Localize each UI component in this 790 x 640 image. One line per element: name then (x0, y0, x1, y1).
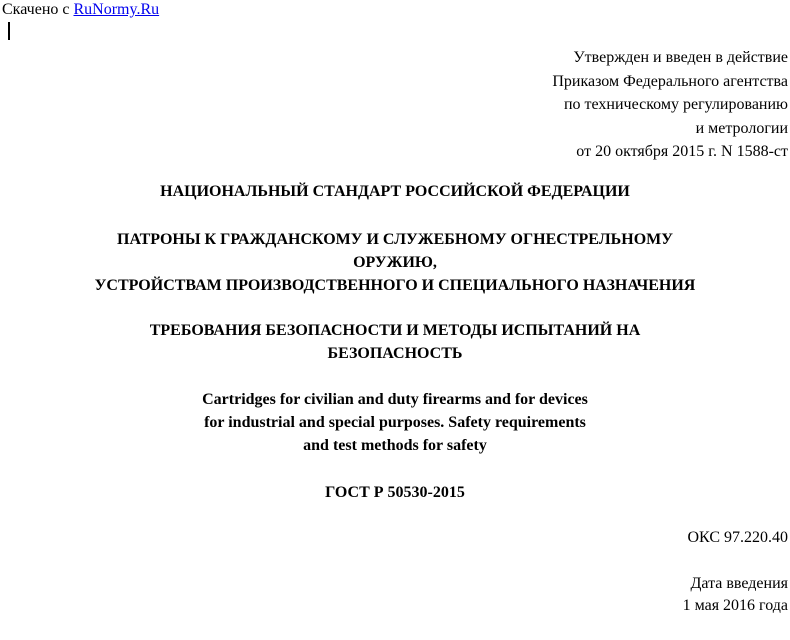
oks-code-text: ОКС 97.220.40 (687, 529, 788, 546)
english-title (0, 388, 790, 457)
source-prefix: Скачено с (2, 1, 70, 18)
approval-line: от 20 октября 2015 г. N 1588-ст (576, 143, 788, 160)
english-title-line: for industrial and special purposes. Safety requirements (204, 414, 586, 431)
requirements-title (0, 319, 790, 365)
product-title-line: ПАТРОНЫ К ГРАЖДАНСКОМУ И СЛУЖЕБНОМУ ОГНЕСТРЕЛЬНОМУ (117, 231, 673, 248)
oks-code (688, 527, 789, 549)
approval-line: Приказом Федерального агентства (552, 72, 788, 90)
approval-line: по техническому регулированию (563, 96, 788, 113)
product-title-line: ОРУЖИЮ, (353, 254, 437, 271)
product-title (0, 228, 790, 297)
gost-code (0, 481, 790, 504)
introduction-date-block (683, 573, 788, 617)
approval-block (552, 46, 788, 164)
product-title-line: УСТРОЙСТВАМ ПРОИЗВОДСТВЕННОГО И СПЕЦИАЛЬНОГО НАЗНАЧЕНИЯ (94, 277, 696, 294)
source-line (2, 0, 159, 20)
standard-title-text: НАЦИОНАЛЬНЫЙ СТАНДАРТ РОССИЙСКОЙ ФЕДЕРАЦИИ (160, 183, 630, 200)
requirements-title-line: БЕЗОПАСНОСТЬ (327, 345, 463, 362)
gost-code-text: ГОСТ Р 50530-2015 (325, 484, 465, 501)
english-title-line: and test methods for safety (303, 437, 487, 454)
source-link[interactable]: RuNormy.Ru (73, 1, 160, 18)
english-title-line: Cartridges for civilian and duty firearms and for devices (202, 391, 588, 408)
requirements-title-line: ТРЕБОВАНИЯ БЕЗОПАСНОСТИ И МЕТОДЫ ИСПЫТАНИЙ НА (149, 322, 641, 339)
standard-title (0, 180, 790, 203)
introduction-date: 1 мая 2016 года (682, 597, 788, 614)
text-cursor (8, 22, 10, 40)
introduction-label: Дата введения (690, 575, 788, 592)
approval-line: Утвержден и введен в действие (573, 49, 788, 66)
approval-line: и метрологии (695, 119, 788, 137)
